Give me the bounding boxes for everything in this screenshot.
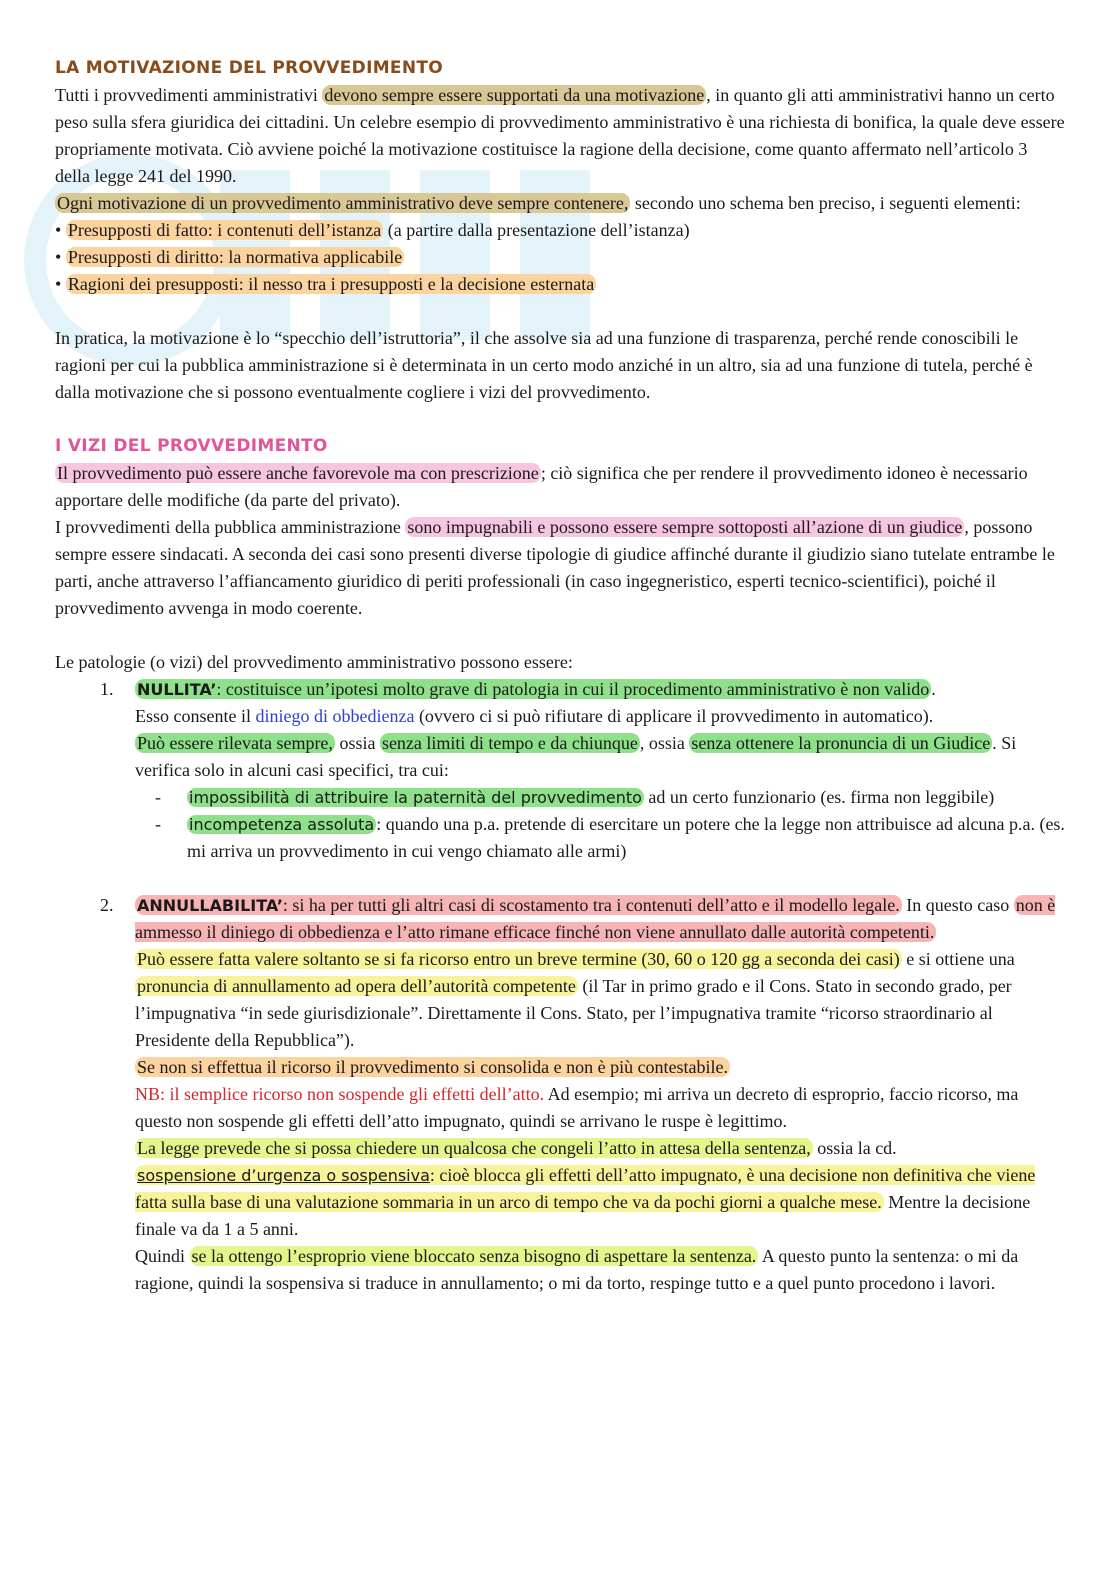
paragraph-motivazione-pratica: In pratica, la motivazione è lo “specchio dell’istruttoria”, il che assolve sia ad una funzione di trasparenza, perché rende conoscibili le ragioni per cui la pubblica amministrazione si è determinata in un certo modo anziché in un altro, sia ad una funzione di tutela, perché è dalla motivazione che si possono eventualmente cogliere i vizi del provvedimento. — [55, 328, 1033, 402]
paragraph-patologie: Le patologie (o vizi) del provvedimento amministrativo possono essere: — [55, 652, 573, 672]
paragraph-vizi-favorevole: Il provvedimento può essere anche favorevole ma con prescrizione ; ciò significa che per rendere il provvedimento idoneo è necessario apportare delle modifiche (da parte del privato). — [55, 463, 1028, 510]
paragraph-motivazione-intro: Tutti i provvedimenti amministrativi devono sempre essere supportati da una motivazione , in quanto gli atti amministrativi hanno un certo peso sulla sfera giuridica dei cittadini. Un celebre esempio di provvedimento amministrativo è una richiesta di bonifica, la quale deve essere propriamente motivata. Ciò avviene poiché la motivazione costituisce la ragione della decisione, come quanto affermato nell’articolo 3 della legge 241 del 1990. — [55, 85, 1065, 186]
bullet-item: • Presupposti di fatto: i contenuti dell’istanza (a partire dalla presentazione dell’istanza) — [55, 220, 690, 240]
sub-item-incompetenza: - incompetenza assoluta : quando una p.a. pretende di esercitare un potere che la legge non attribuisce ad alcuna p.a. (es. mi arriva un provvedimento in cui vengo chiamato alle armi) — [155, 814, 1065, 861]
document-page — [55, 55, 1065, 1297]
section-title-vizi: I VIZI DEL PROVVEDIMENTO — [55, 436, 328, 456]
list-item-nullita: 1. NULLITA’: costituisce un’ipotesi molto grave di patologia in cui il procedimento amministrativo è non valido . Esso consente il diniego di obbedienza (ovvero ci si può rifiutare di applicare il provvedimento in automatico). Può essere rilevata sempre, ossia senza limiti di tempo e da chiunque , ossia senza ottenere la pronuncia di un Giudice . Si verifica solo in alcuni casi specifici, tra cui: — [100, 679, 1017, 780]
section-title-motivazione: LA MOTIVAZIONE DEL PROVVEDIMENTO — [55, 58, 444, 78]
sub-item-paternita: - impossibilità di attribuire la paternità del provvedimento ad un certo funzionario (es. firma non leggibile) — [155, 787, 995, 807]
paragraph-vizi-impugnabili: I provvedimenti della pubblica amministrazione sono impugnabili e possono essere sempre sottoposti all’azione di un giudice , possono sempre essere sindacati. A seconda dei casi sono presenti diverse tipologie di giudice affinché durante il giudizio siano tutelate entrambe le parti, anche attraverso l’affiancamento giuridico di periti professionali (in caso ingegneristico, esperti tecnico-scientifici), poiché il provvedimento avvenga in modo coerente. — [55, 517, 1055, 618]
bullet-item: • Presupposti di diritto: la normativa applicabile — [55, 247, 403, 267]
paragraph-motivazione-elementi: Ogni motivazione di un provvedimento amministrativo deve sempre contenere, secondo uno schema ben preciso, i seguenti elementi: — [57, 193, 1021, 213]
list-item-annullabilita: 2. ANNULLABILITA’: si ha per tutti gli altri casi di scostamento tra i contenuti dell’atto e il modello legale. In questo caso non è ammesso il diniego di obbedienza e l’atto rimane efficace finché non viene annullato dalle autorità competenti. Può essere fatta valere soltanto se si fa ricorso entro un breve termine (30, 60 o 120 gg a seconda dei casi) e si ottiene una pronuncia di annullamento ad opera dell’autorità competente (il Tar in primo grado e il Cons. Stato in secondo grado, per l’impugnativa “in sede giurisdizionale”. Direttamente il Cons. Stato, per l’impugnativa tramite “ricorso straordinario al Presidente della Repubblica”). Se non si effettua il ricorso il provvedimento si consolida e non è più contestabile. NB: il semplice ricorso non sospende gli effetti dell’atto. Ad esempio; mi arriva un decreto di esproprio, faccio ricorso, ma questo non sospende gli effetti dell’atto impugnato, quindi se arrivano le ruspe è legittimo. La legge prevede che si possa chiedere un qualcosa che congeli l’atto in attesa della sentenza, ossia la cd. sospensione d’urgenza o sospensiva: cioè blocca gli effetti dell’atto impugnato, è una decisione non definitiva che viene fatta sulla base di una valutazione sommaria in un arco di tempo che va da pochi giorni a qualche mese. Mentre la decisione finale va da 1 a 5 anni. Quindi se la ottengo l’esproprio viene bloccato senza bisogno di aspettare la sentenza. A questo punto la sentenza: o mi da ragione, quindi la sospensiva si traduce in annullamento; o mi da torto, respinge tutto e a quel punto procedono i lavori. — [100, 895, 1056, 1293]
bullet-item: • Ragioni dei presupposti: il nesso tra i presupposti e la decisione esternata — [55, 274, 595, 294]
